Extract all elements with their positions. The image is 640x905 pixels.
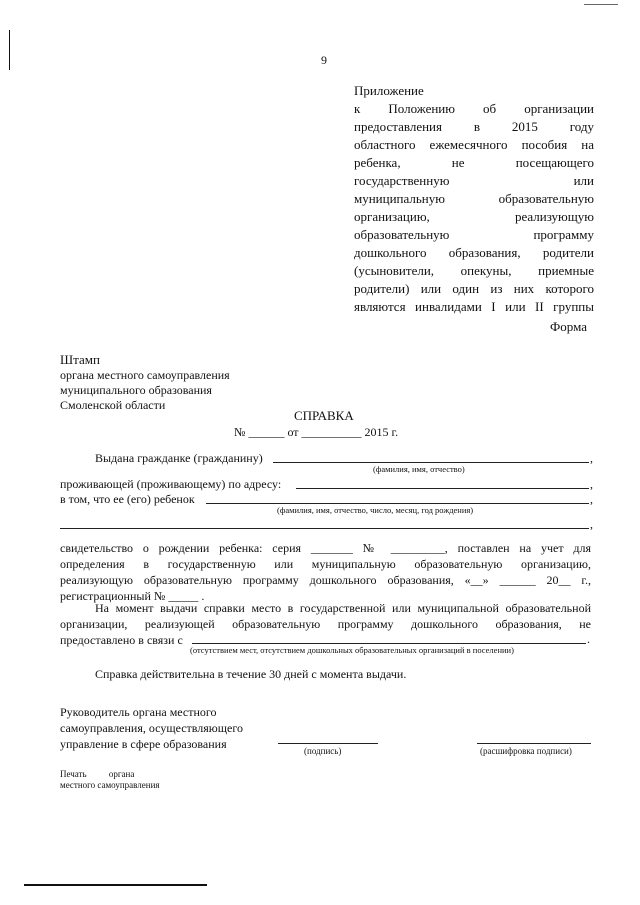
appendix-line: являются инвалидами I или II группы: [354, 299, 594, 314]
seal-block: [60, 769, 160, 791]
fio-field-line[interactable]: [273, 462, 589, 463]
birth-certificate-paragraph: [60, 540, 591, 604]
child-caption: (фамилия, имя, отчество, число, месяц, год рождения): [277, 505, 474, 515]
address-label: проживающей (проживающему) по адресу:: [60, 477, 282, 491]
stamp-block: [60, 352, 230, 413]
address-field-line[interactable]: [296, 488, 589, 489]
scan-top-right-line: [584, 4, 618, 5]
seal-line: местного самоуправления: [60, 780, 160, 790]
paragraph-line: определения в государственную или муниципальную образовательную организацию,: [60, 557, 591, 571]
scan-left-margin-line: [9, 30, 10, 70]
appendix-line: областного ежемесячного пособия на: [354, 137, 594, 152]
stamp-title: Штамп: [60, 352, 100, 367]
reason-caption: (отсутствием мест, отсутствием дошкольных образовательных организаций в поселении): [190, 645, 514, 655]
appendix-line: предоставления в 2015 году: [354, 119, 594, 134]
appendix-line: организацию, реализующую: [354, 209, 594, 224]
child-field-line[interactable]: [206, 503, 589, 504]
stamp-line: органа местного самоуправления: [60, 368, 230, 382]
stamp-line: Смоленской области: [60, 398, 166, 412]
issued-to-label: Выдана гражданке (гражданину): [95, 451, 263, 465]
appendix-line: образовательную программу: [354, 227, 594, 242]
fio-comma: ,: [590, 451, 593, 465]
scan-bottom-line: [24, 884, 207, 886]
appendix-line: к Положению об организации: [354, 101, 594, 116]
name-decode-caption: (расшифровка подписи): [480, 746, 572, 756]
paragraph-line: предоставлено в связи с: [60, 633, 183, 647]
appendix-line: родители) или один из них которого: [354, 281, 594, 296]
appendix-line: государственную или: [354, 173, 594, 188]
seal-line: Печать органа: [60, 769, 135, 779]
head-line: управление в сфере образования: [60, 737, 227, 751]
form-label: Форма: [550, 319, 587, 334]
child-label: в том, что ее (его) ребенок: [60, 492, 195, 506]
address-comma: ,: [590, 477, 593, 491]
signature-line[interactable]: [278, 743, 378, 744]
reason-field-line[interactable]: [192, 643, 586, 644]
child-comma: ,: [590, 492, 593, 506]
paragraph-line: свидетельство о рождении ребенка: серия _______ № _________, поставлен на учет для: [60, 541, 591, 555]
child-field-line-2[interactable]: [60, 528, 589, 529]
fio-caption: (фамилия, имя, отчество): [373, 464, 465, 474]
appendix-title: Приложение: [354, 83, 424, 98]
appendix-line: ребенка, не посещающего: [354, 155, 594, 170]
certificate-number-line: № ______ от __________ 2015 г.: [234, 425, 399, 439]
certificate-title: СПРАВКА: [294, 408, 354, 423]
head-block: [60, 704, 243, 752]
appendix-line: дошкольного образования, родители: [354, 245, 594, 260]
signature-caption: (подпись): [304, 746, 342, 756]
head-line: самоуправления, осуществляющего: [60, 721, 243, 735]
reason-period: .: [587, 632, 590, 646]
appendix-line: (усыновители, опекуны, приемные: [354, 263, 594, 278]
child-comma-2: ,: [590, 517, 593, 531]
paragraph-line: регистрационный № _____ .: [60, 589, 205, 603]
page-number: 9: [321, 53, 327, 67]
appendix-line: муниципальную образовательную: [354, 191, 594, 206]
placement-paragraph: [60, 600, 591, 648]
stamp-line: муниципального образования: [60, 383, 212, 397]
paragraph-line: организации, реализующей образовательную программу дошкольного образования, не: [60, 617, 591, 631]
head-line: Руководитель органа местного: [60, 705, 217, 719]
paragraph-line: реализующую образовательную программу дошкольного образования, «__» ______ 20__ г.,: [60, 573, 591, 587]
name-decode-line[interactable]: [477, 743, 591, 744]
appendix-block: [354, 82, 594, 316]
validity-text: Справка действительна в течение 30 дней с момента выдачи.: [95, 667, 407, 681]
paragraph-line: На момент выдачи справки место в государственной или муниципальной образовательной: [95, 601, 591, 615]
